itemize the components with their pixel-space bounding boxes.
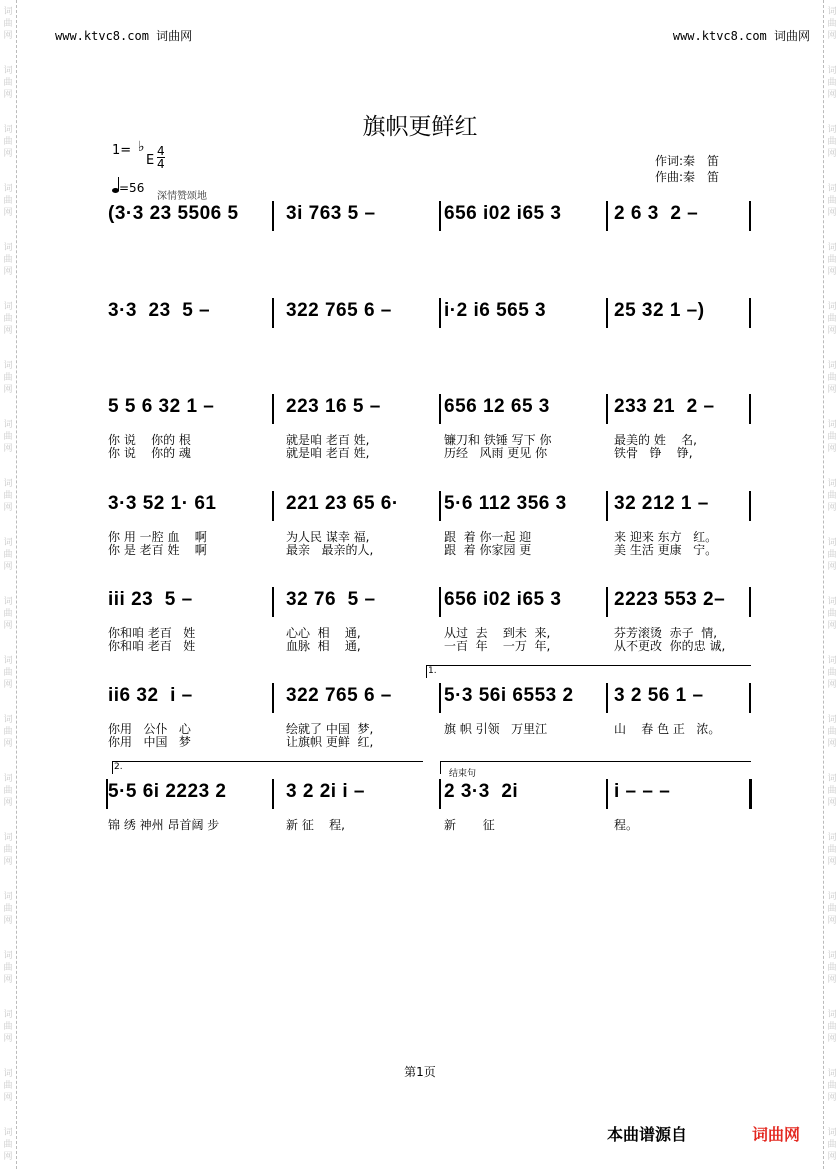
score-row (0, 300, 840, 390)
score-row (0, 203, 840, 293)
time-signature (157, 145, 165, 170)
lyric-segment: 你 说 你的 根 (108, 433, 191, 447)
lyric-segment: 旗 帜 引领 万里江 (444, 722, 548, 736)
score-row (0, 781, 840, 871)
measure: i – – – (614, 781, 671, 802)
watermark-text: 词曲网 (3, 420, 13, 454)
bar-line (606, 394, 608, 424)
measure: 233 21 2 – (614, 396, 715, 417)
watermark-text: 词曲网 (827, 833, 837, 867)
quarter-note-icon (112, 188, 119, 193)
lyric-segment: 历经 风雨 更见 你 (444, 446, 548, 460)
lyric-segment: 你 是 老百 姓 啊 (108, 543, 207, 557)
lyric-segment: 锦 绣 神州 昂首阔 步 (108, 818, 220, 832)
flat-sign: ♭ (138, 139, 145, 155)
lyric-segment: 铁骨 铮 铮, (614, 446, 693, 460)
watermark-text: 词曲网 (827, 184, 837, 218)
watermark-text: 词曲网 (3, 656, 13, 690)
measure: 3 2 56 1 – (614, 685, 704, 706)
measure: 322 765 6 – (286, 685, 392, 706)
bar-line (749, 587, 751, 617)
watermark-text: 词曲网 (3, 1069, 13, 1103)
first-ending-bracket (426, 665, 751, 678)
measure: 5·6 112 356 3 (444, 493, 567, 514)
time-bottom: 4 (157, 157, 165, 171)
lyric-segment: 跟 着 你家园 更 (444, 543, 532, 557)
bar-line (606, 779, 608, 809)
tempo-mark (112, 181, 144, 195)
bar-line (606, 683, 608, 713)
measure: 3·3 23 5 – (108, 300, 211, 321)
bar-line (606, 298, 608, 328)
bar-line (272, 201, 274, 231)
bar-line (272, 779, 274, 809)
watermark-text: 词曲网 (3, 479, 13, 513)
lyric-segment: 美 生活 更康 宁。 (614, 543, 718, 557)
watermark-text: 词曲网 (3, 715, 13, 749)
key-prefix: 1= (112, 143, 132, 158)
expression-mark: 深情赞颂地 (157, 191, 207, 202)
time-top: 4 (157, 144, 165, 158)
lyric-segment: 芬芳滚烫 赤子 情, (614, 626, 718, 640)
watermark-text: 词曲网 (827, 715, 837, 749)
bar-line (439, 298, 441, 328)
measure: 3i 763 5 – (286, 203, 376, 224)
watermark-text: 词曲网 (3, 597, 13, 631)
lyric-segment: 你用 中国 梦 (108, 735, 191, 749)
lyric-segment: 从不更改 你的忠 诚, (614, 639, 726, 653)
second-ending-bracket (112, 761, 423, 774)
watermark-text: 词曲网 (827, 66, 837, 100)
watermark-text: 词曲网 (827, 243, 837, 277)
watermark-text: 词曲网 (3, 774, 13, 808)
measure: 656 i02 i65 3 (444, 589, 562, 610)
lyric-segment: 从过 去 到未 来, (444, 626, 551, 640)
watermark-text: 词曲网 (3, 951, 13, 985)
bar-line (272, 394, 274, 424)
lyric-segment: 就是咱 老百 姓, (286, 433, 370, 447)
watermark-text: 词曲网 (3, 361, 13, 395)
header-site-right[interactable]: www.ktvc8.com 词曲网 (672, 29, 810, 43)
lyric-segment: 你用 公仆 心 (108, 722, 191, 736)
watermark-text: 词曲网 (3, 7, 13, 41)
bar-line (749, 491, 751, 521)
watermark-text: 词曲网 (3, 538, 13, 572)
lyric-segment: 你和咱 老百 姓 (108, 639, 196, 653)
watermark-text: 词曲网 (827, 1010, 837, 1044)
bar-line (272, 587, 274, 617)
measure: 2223 553 2– (614, 589, 726, 610)
header-site-left[interactable]: www.ktvc8.com 词曲网 (55, 29, 193, 43)
watermark-text: 词曲网 (827, 1128, 837, 1162)
measure: 5·5 6i 2223 2 (108, 781, 227, 802)
measure: 32 76 5 – (286, 589, 376, 610)
watermark-text: 词曲网 (827, 361, 837, 395)
first-ending-label: 1. (428, 666, 437, 676)
watermark-text: 词曲网 (827, 774, 837, 808)
lyric-segment: 程。 (614, 818, 639, 832)
watermark-text: 词曲网 (827, 302, 837, 336)
bar-line (439, 394, 441, 424)
lyric-segment: 最亲 最亲的人, (286, 543, 374, 557)
right-margin-strip (823, 0, 840, 1169)
bar-line (439, 491, 441, 521)
bar-line (272, 683, 274, 713)
measure: 221 23 65 6· (286, 493, 399, 514)
measure: (3·3 23 5506 5 (108, 203, 239, 224)
bar-line (606, 201, 608, 231)
watermark-text: 词曲网 (3, 66, 13, 100)
lyric-segment: 新 征 (444, 818, 495, 832)
bar-line (439, 201, 441, 231)
lyric-segment: 新 征 程, (286, 818, 345, 832)
bar-line (749, 683, 751, 713)
watermark-text: 词曲网 (827, 656, 837, 690)
lyricist: 作词:秦 笛 (655, 154, 720, 168)
lyric-segment: 让旗帜 更鲜 红, (286, 735, 374, 749)
coda-bracket (440, 761, 751, 774)
measure: 5·3 56i 6553 2 (444, 685, 574, 706)
lyric-segment: 跟 着 你一起 迎 (444, 530, 532, 544)
watermark-text: 词曲网 (3, 1010, 13, 1044)
lyric-segment: 最美的 姓 名, (614, 433, 697, 447)
tempo-value: =56 (119, 181, 145, 195)
watermark-text: 词曲网 (827, 479, 837, 513)
bar-line (749, 394, 751, 424)
watermark-text: 词曲网 (827, 951, 837, 985)
lyric-segment: 为人民 谋幸 福, (286, 530, 370, 544)
bar-line (272, 491, 274, 521)
measure: 25 32 1 –) (614, 300, 705, 321)
watermark-text: 词曲网 (3, 833, 13, 867)
bar-line (749, 298, 751, 328)
lyric-segment: 你 用 一腔 血 啊 (108, 530, 207, 544)
watermark-text: 词曲网 (827, 125, 837, 159)
lyric-segment: 镰刀和 铁锤 写下 你 (444, 433, 552, 447)
watermark-text: 词曲网 (827, 597, 837, 631)
measure: iii 23 5 – (108, 589, 193, 610)
lyric-segment: 你和咱 老百 姓 (108, 626, 196, 640)
watermark-text: 词曲网 (827, 420, 837, 454)
lyric-segment: 来 迎来 东方 红。 (614, 530, 718, 544)
watermark-text: 词曲网 (3, 892, 13, 926)
second-ending-label: 2. (114, 762, 123, 772)
watermark-text: 词曲网 (827, 1069, 837, 1103)
measure: ii6 32 i – (108, 685, 193, 706)
bar-line (439, 683, 441, 713)
source-label: 本曲谱源自 (607, 1125, 688, 1144)
measure: 656 12 65 3 (444, 396, 550, 417)
key-letter: E (146, 153, 155, 168)
lyric-segment: 一百 年 一万 年, (444, 639, 551, 653)
lyric-segment: 心心 相 通, (286, 626, 361, 640)
measure: 2 6 3 2 – (614, 203, 699, 224)
lyric-segment: 血脉 相 通, (286, 639, 361, 653)
lyric-segment: 你 说 你的 魂 (108, 446, 191, 460)
lyric-segment: 山 春 色 正 浓。 (614, 722, 721, 736)
measure: 3·3 52 1· 61 (108, 493, 217, 514)
watermark-text: 词曲网 (3, 1128, 13, 1162)
bar-line (439, 587, 441, 617)
score-row (0, 396, 840, 486)
credits (655, 153, 719, 185)
song-title: 旗帜更鲜红 (362, 114, 478, 140)
measure: 322 765 6 – (286, 300, 392, 321)
lyric-segment: 绘就了 中国 梦, (286, 722, 374, 736)
bar-line (749, 779, 752, 809)
measure: 32 212 1 – (614, 493, 709, 514)
score-row (0, 493, 840, 583)
lyric-segment: 就是咱 老百 姓, (286, 446, 370, 460)
measure: 3 2 2i i – (286, 781, 365, 802)
page-number: 第1页 (404, 1065, 436, 1079)
bar-line (606, 491, 608, 521)
watermark-text: 词曲网 (827, 892, 837, 926)
measure: 656 i02 i65 3 (444, 203, 562, 224)
watermark-text: 词曲网 (3, 125, 13, 159)
measure: 223 16 5 – (286, 396, 381, 417)
key-signature (112, 139, 165, 171)
watermark-text: 词曲网 (3, 302, 13, 336)
watermark-text: 词曲网 (827, 538, 837, 572)
bar-line (439, 779, 441, 809)
coda-label: 结束句 (449, 769, 477, 779)
measure: i·2 i6 565 3 (444, 300, 547, 321)
watermark-text: 词曲网 (3, 243, 13, 277)
watermark-text: 词曲网 (827, 7, 837, 41)
measure: 2 3·3 2i (444, 781, 519, 802)
left-margin-strip (0, 0, 17, 1169)
bar-line (749, 201, 751, 231)
watermark-text: 词曲网 (3, 184, 13, 218)
source-brand-link[interactable]: 词曲网 (752, 1125, 801, 1144)
bar-line (606, 587, 608, 617)
composer: 作曲:秦 笛 (655, 170, 720, 184)
measure: 5 5 6 32 1 – (108, 396, 215, 417)
bar-line (272, 298, 274, 328)
